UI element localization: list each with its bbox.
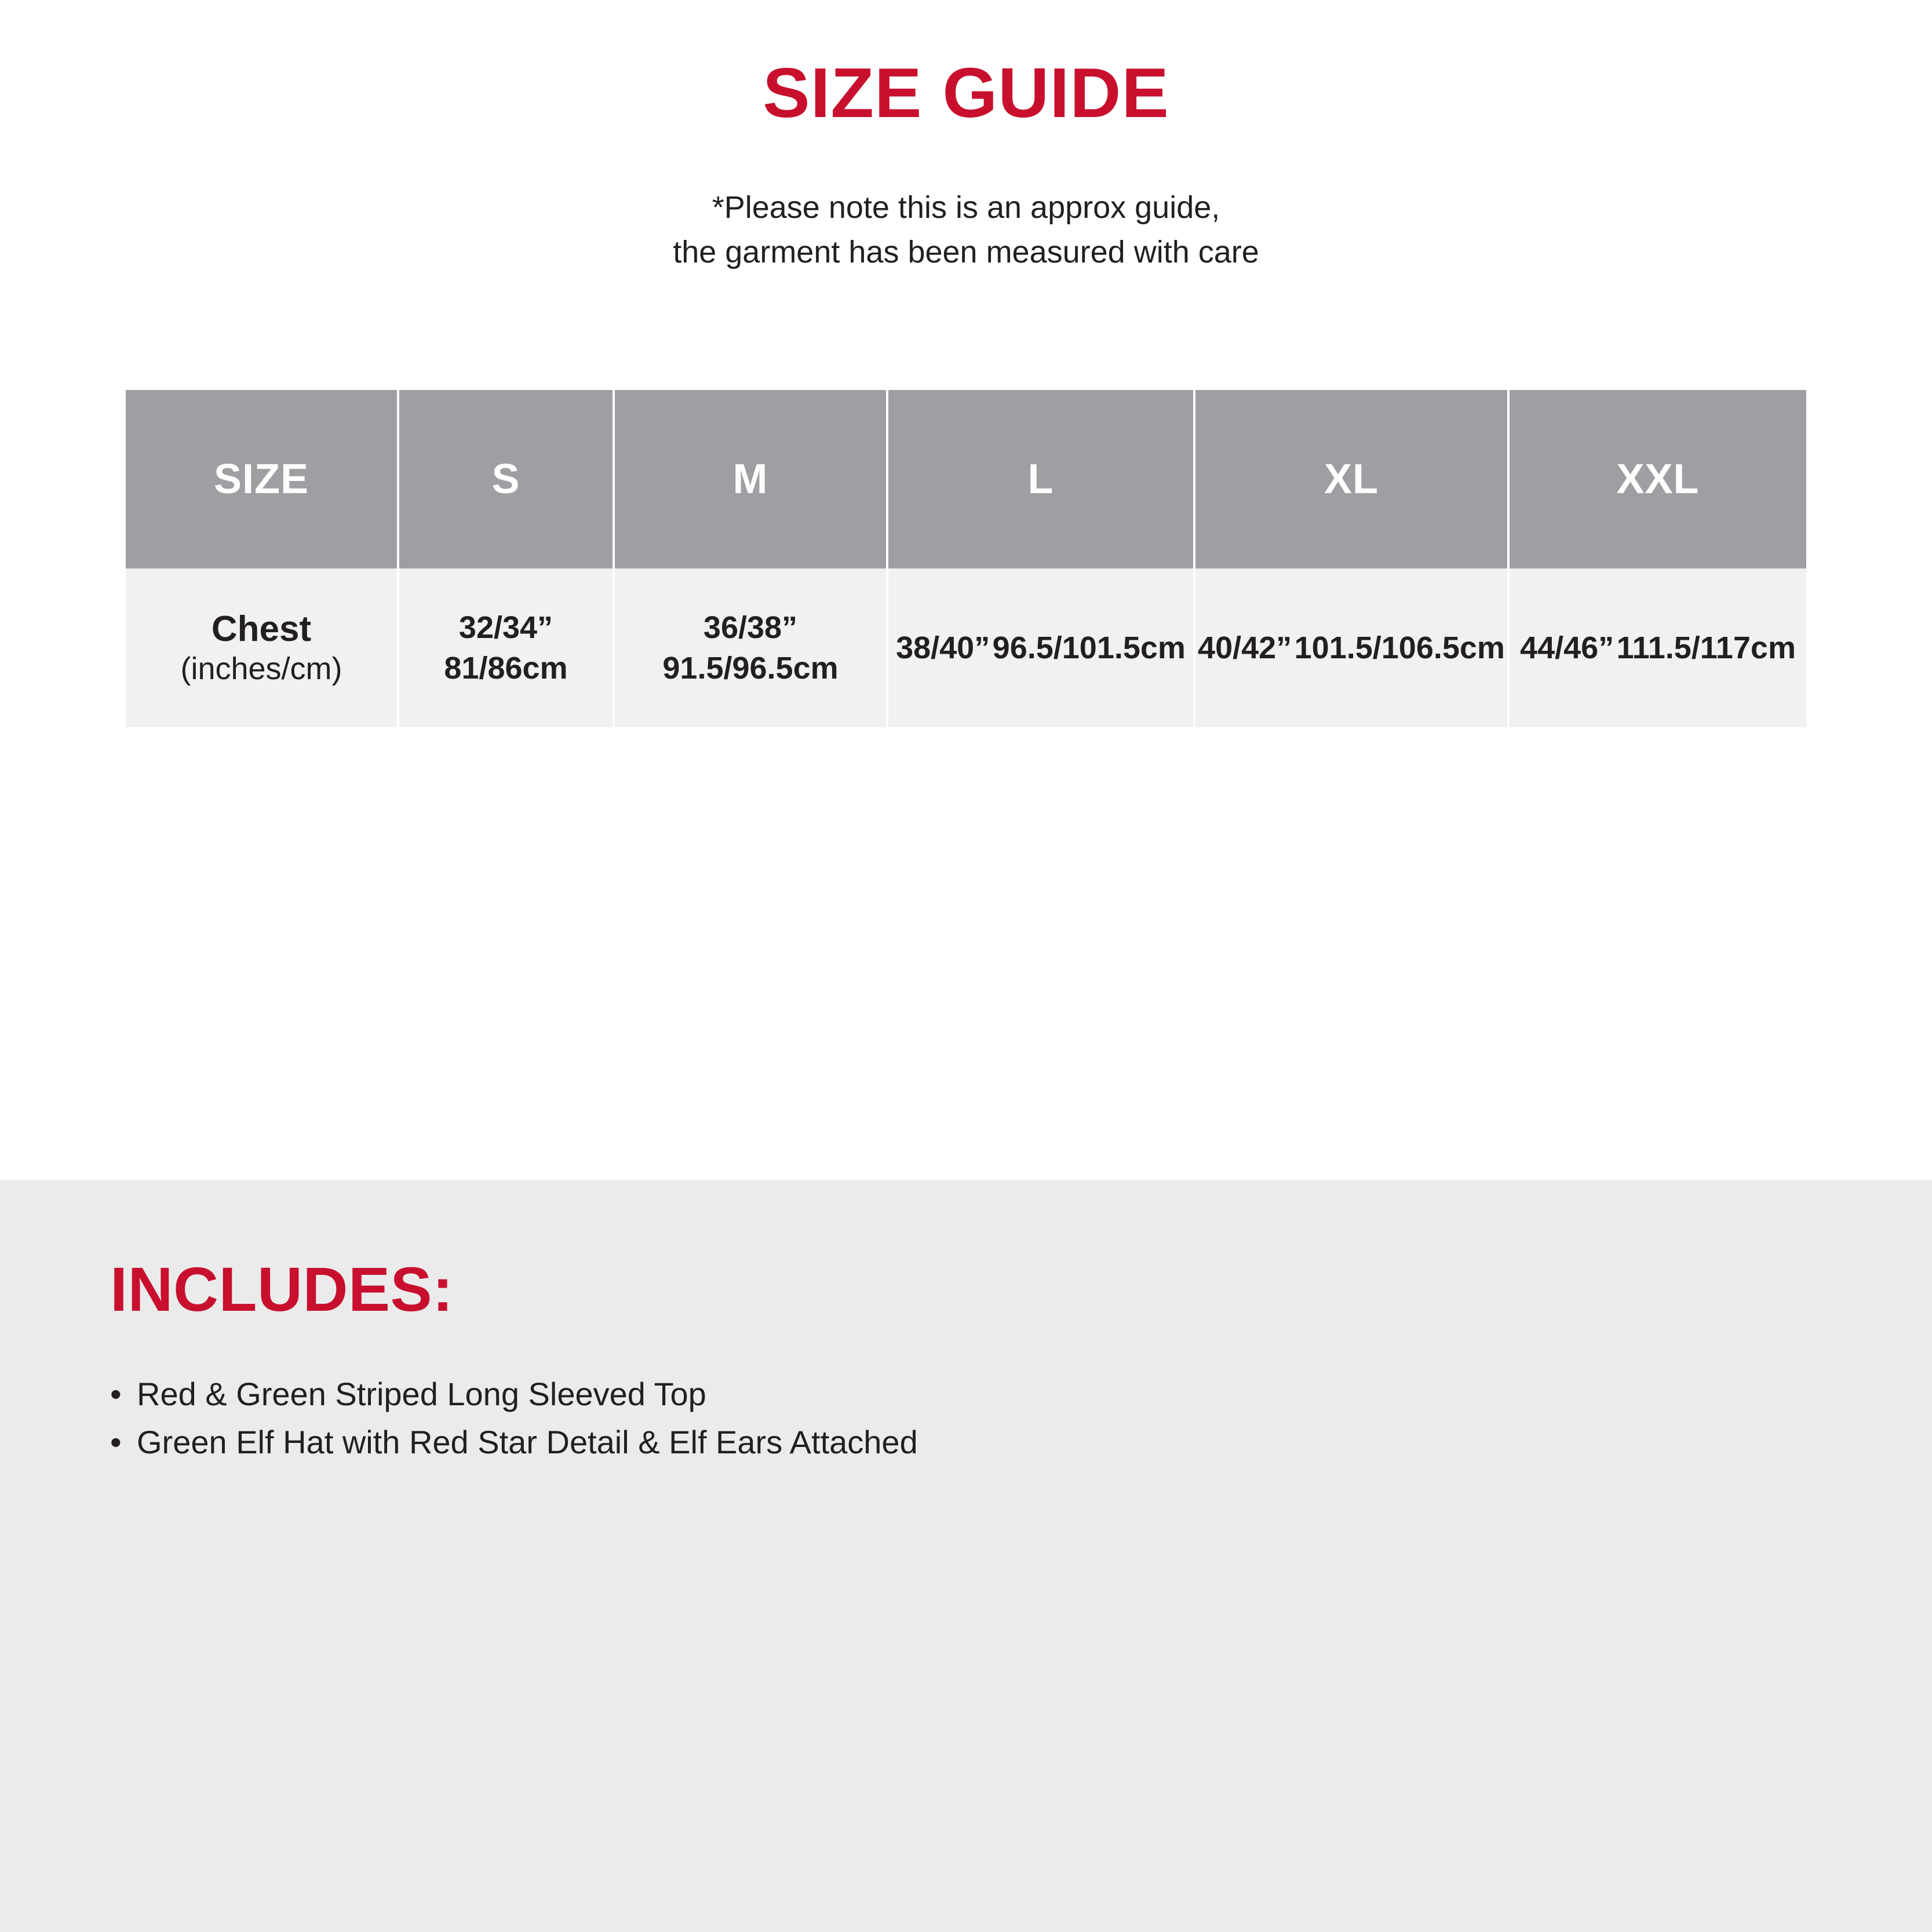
row-label-main: Chest	[211, 608, 312, 649]
cell-chest-m-cm: 91.5/96.5cm	[662, 651, 839, 686]
column-header-xxl: XXL	[1508, 390, 1806, 568]
size-table-container	[126, 390, 1806, 727]
list-item-label: Red & Green Striped Long Sleeved Top	[137, 1375, 706, 1412]
bullet-icon: •	[110, 1423, 122, 1460]
includes-list	[110, 1370, 1932, 1467]
list-item	[110, 1370, 1932, 1419]
cell-chest-xl-inches: 40/42”	[1198, 630, 1292, 666]
column-header-l: L	[887, 390, 1194, 568]
cell-chest-xxl	[1508, 568, 1806, 727]
table-row	[126, 568, 1806, 727]
row-label-units: (inches/cm)	[180, 651, 342, 687]
list-item-label: Green Elf Hat with Red Star Detail & Elf Ears Attached	[137, 1423, 918, 1460]
cell-chest-l-inches: 38/40”	[896, 630, 990, 666]
note-line-1: *Please note this is an approx guide,	[712, 190, 1220, 225]
cell-chest-s-cm: 81/86cm	[444, 651, 568, 686]
column-header-s: S	[398, 390, 614, 568]
column-header-size: SIZE	[126, 390, 398, 568]
list-item	[110, 1419, 1932, 1467]
page-title: SIZE GUIDE	[763, 53, 1169, 132]
includes-section	[0, 1180, 1932, 1932]
includes-title: INCLUDES:	[110, 1254, 454, 1324]
cell-chest-m-inches: 36/38”	[703, 610, 798, 646]
size-table	[126, 390, 1806, 727]
cell-chest-xl-cm: 101.5/106.5cm	[1294, 630, 1505, 666]
cell-chest-xl	[1194, 568, 1508, 727]
cell-chest-m	[614, 568, 887, 727]
cell-chest-xxl-inches: 44/46”	[1520, 630, 1614, 666]
cell-chest-s	[398, 568, 614, 727]
cell-chest-xxl-cm: 111.5/117cm	[1616, 630, 1796, 666]
note-line-2: the garment has been measured with care	[673, 234, 1259, 269]
cell-chest-s-inches: 32/34”	[458, 610, 553, 646]
column-header-m: M	[614, 390, 887, 568]
column-header-xl: XL	[1194, 390, 1508, 568]
size-table-header-row	[126, 390, 1806, 568]
bullet-icon: •	[110, 1375, 122, 1412]
row-label-chest	[126, 568, 398, 727]
cell-chest-l-cm: 96.5/101.5cm	[992, 630, 1186, 666]
approx-guide-note	[0, 185, 1932, 274]
cell-chest-l	[887, 568, 1194, 727]
